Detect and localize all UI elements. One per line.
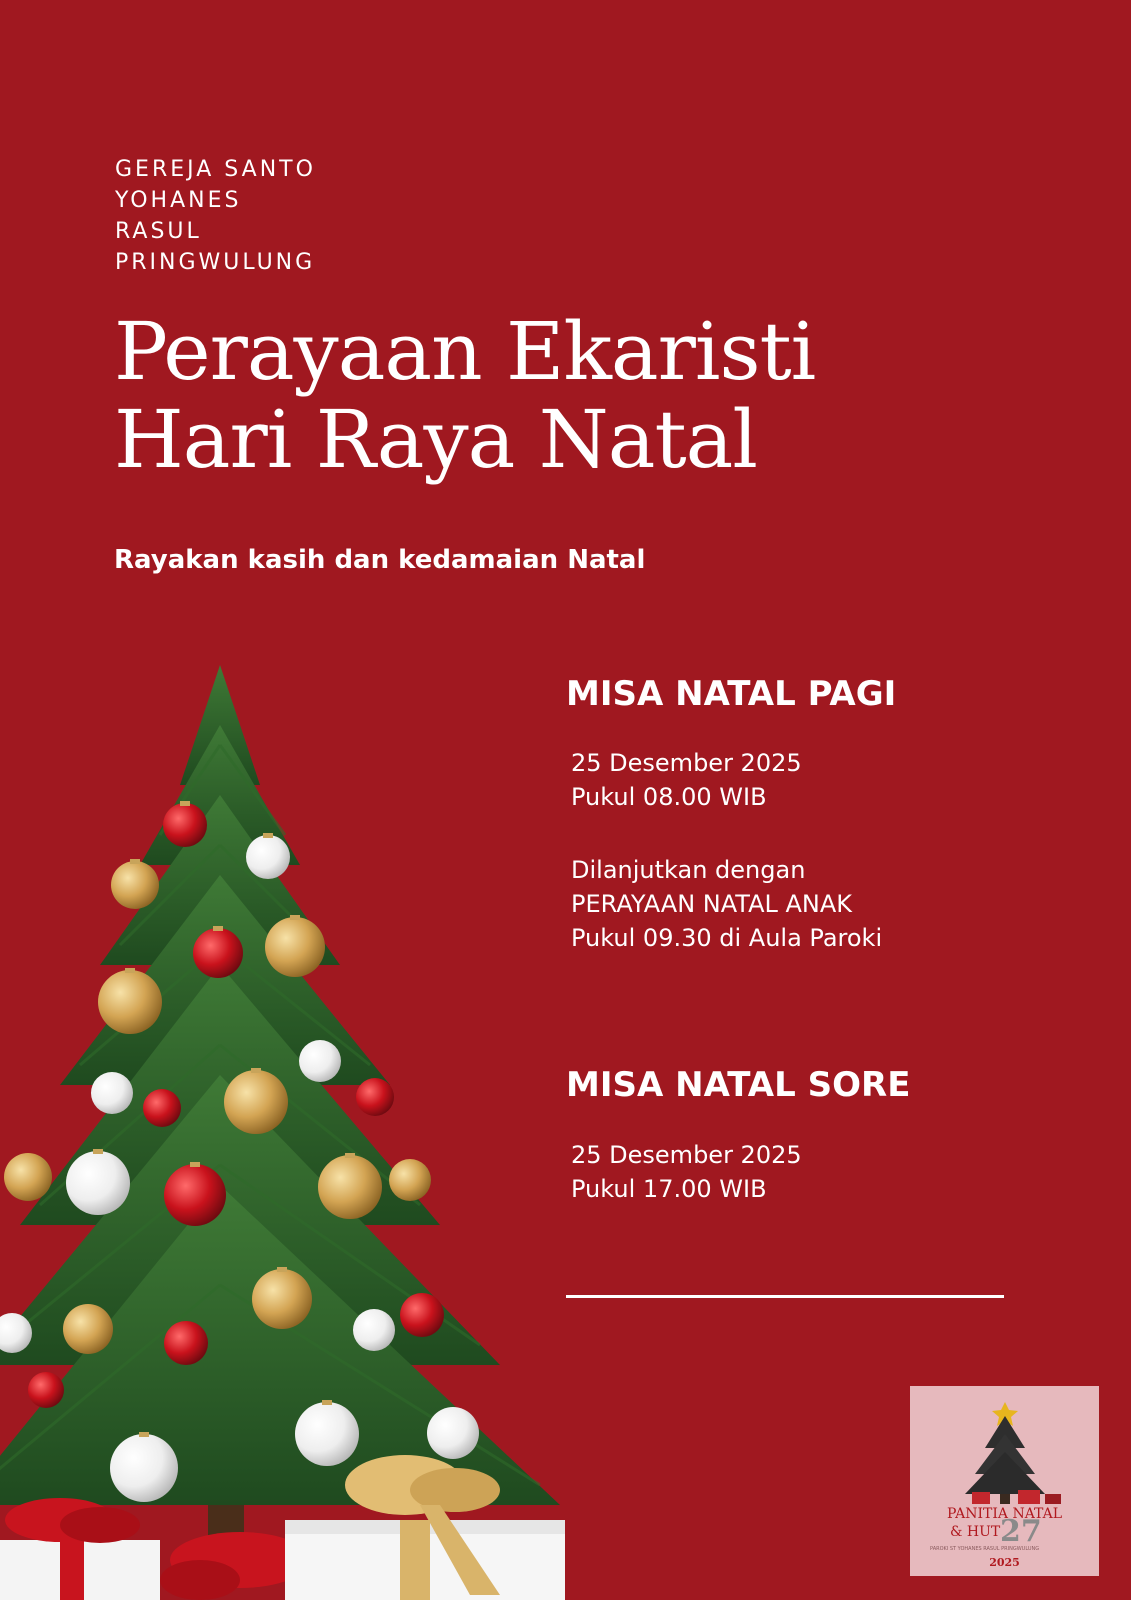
evening-mass-heading: MISA NATAL SORE [566, 1065, 911, 1105]
note-line: PERAYAAN NATAL ANAK [571, 890, 853, 918]
morning-mass-time: Pukul 08.00 WIB [571, 783, 767, 811]
church-name [115, 154, 435, 278]
church-name-line: YOHANES [115, 188, 242, 213]
logo-year: 2025 [989, 1556, 1020, 1569]
logo-line-1: PANITIA NATAL [946, 1506, 1063, 1522]
committee-logo [910, 1386, 1099, 1576]
children-celebration-note [571, 853, 882, 955]
church-name-line: PRINGWULUNG [115, 250, 316, 275]
evening-mass-schedule [571, 1138, 802, 1206]
logo-small-text: PAROKI ST YOHANES RASUL PRINGWULUNG [930, 1546, 1040, 1552]
page-title [114, 305, 934, 486]
morning-mass-date: 25 Desember 2025 [571, 749, 802, 777]
christmas-tree-icon [0, 665, 580, 1600]
note-line: Pukul 09.30 di Aula Paroki [571, 924, 883, 952]
church-name-line: RASUL [115, 219, 202, 244]
title-line-1: Perayaan Ekaristi [114, 305, 816, 398]
logo-line-2: & HUT [950, 1524, 1001, 1540]
morning-mass-schedule [571, 746, 802, 814]
evening-mass-date: 25 Desember 2025 [571, 1141, 802, 1169]
church-name-line: GEREJA SANTO [115, 157, 316, 182]
morning-mass-heading: MISA NATAL PAGI [566, 674, 897, 714]
note-line: Dilanjutkan dengan [571, 856, 806, 884]
title-line-2: Hari Raya Natal [114, 393, 757, 486]
divider-line [566, 1295, 1004, 1298]
evening-mass-time: Pukul 17.00 WIB [571, 1175, 767, 1203]
subtitle: Rayakan kasih dan kedamaian Natal [114, 545, 646, 575]
logo-anniversary-number: 27 [1000, 1514, 1042, 1549]
